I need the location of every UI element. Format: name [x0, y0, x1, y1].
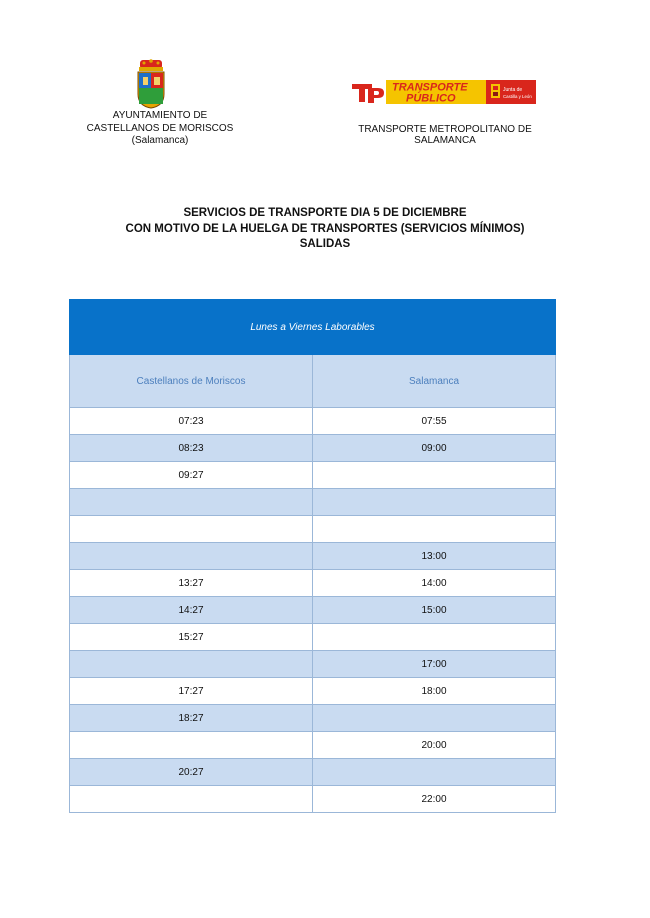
table-row: [70, 489, 556, 516]
departure-castellanos: 08:23: [70, 435, 313, 462]
transporte-publico-logo: [350, 78, 538, 106]
departure-salamanca: 20:00: [313, 732, 556, 759]
table-row: [70, 435, 556, 462]
ayuntamiento-line3: (Salamanca): [131, 135, 189, 146]
departure-castellanos: 15:27: [70, 624, 313, 651]
table-row: [70, 462, 556, 489]
departure-salamanca: [313, 705, 556, 732]
departure-castellanos: [70, 489, 313, 516]
departure-salamanca: 15:00: [313, 597, 556, 624]
departure-salamanca: [313, 489, 556, 516]
departure-castellanos: 17:27: [70, 678, 313, 705]
title-line2: CON MOTIVO DE LA HUELGA DE TRANSPORTES (SERVICIOS MÍNIMOS): [125, 222, 525, 235]
departure-salamanca: 14:00: [313, 570, 556, 597]
departure-salamanca: [313, 516, 556, 543]
departure-salamanca: [313, 462, 556, 489]
departure-salamanca: 07:55: [313, 408, 556, 435]
departure-castellanos: 13:27: [70, 570, 313, 597]
column-header-castellanos: Castellanos de Moriscos: [70, 355, 313, 408]
title-line3: SALIDAS: [299, 238, 351, 250]
table-row: [70, 408, 556, 435]
departure-salamanca: 18:00: [313, 678, 556, 705]
ayuntamiento-label: [80, 110, 240, 148]
departure-castellanos: 20:27: [70, 759, 313, 786]
table-row: [70, 705, 556, 732]
table-row: [70, 570, 556, 597]
table-row: [70, 651, 556, 678]
departure-salamanca: 13:00: [313, 543, 556, 570]
departure-salamanca: 09:00: [313, 435, 556, 462]
departure-castellanos: 09:27: [70, 462, 313, 489]
departure-castellanos: [70, 516, 313, 543]
transporte-metropolitano-label: TRANSPORTE METROPOLITANO DE SALAMANCA: [358, 124, 532, 146]
table-row: [70, 678, 556, 705]
departure-salamanca: [313, 624, 556, 651]
schedule-body: [70, 408, 556, 813]
departure-castellanos: [70, 732, 313, 759]
logo-badge-line2: Castilla y León: [503, 94, 532, 99]
schedule-table: [69, 299, 556, 813]
column-header-salamanca: Salamanca: [313, 355, 556, 408]
table-row: [70, 543, 556, 570]
table-row: [70, 732, 556, 759]
table-row: [70, 786, 556, 813]
table-row: [70, 624, 556, 651]
period-header: Lunes a Viernes Laborables: [70, 300, 556, 355]
departure-castellanos: [70, 543, 313, 570]
departure-castellanos: [70, 651, 313, 678]
logo-text-line1: TRANSPORTE: [392, 81, 468, 94]
table-row: [70, 759, 556, 786]
table-row: [70, 516, 556, 543]
departure-castellanos: 18:27: [70, 705, 313, 732]
coat-of-arms-icon: [134, 58, 168, 110]
departure-castellanos: [70, 786, 313, 813]
table-row: [70, 597, 556, 624]
logo-text-line2: PÚBLICO: [406, 92, 456, 105]
departure-salamanca: [313, 759, 556, 786]
departure-castellanos: 14:27: [70, 597, 313, 624]
ayuntamiento-line2: CASTELLANOS DE MORISCOS: [86, 122, 234, 134]
logo-badge-line1: Junta de: [503, 87, 523, 93]
departure-salamanca: 17:00: [313, 651, 556, 678]
departure-salamanca: 22:00: [313, 786, 556, 813]
page-title: [60, 206, 590, 253]
title-line1: SERVICIOS DE TRANSPORTE DIA 5 DE DICIEMBRE: [183, 207, 467, 219]
departure-castellanos: 07:23: [70, 408, 313, 435]
ayuntamiento-line1: AYUNTAMIENTO DE: [112, 110, 208, 121]
